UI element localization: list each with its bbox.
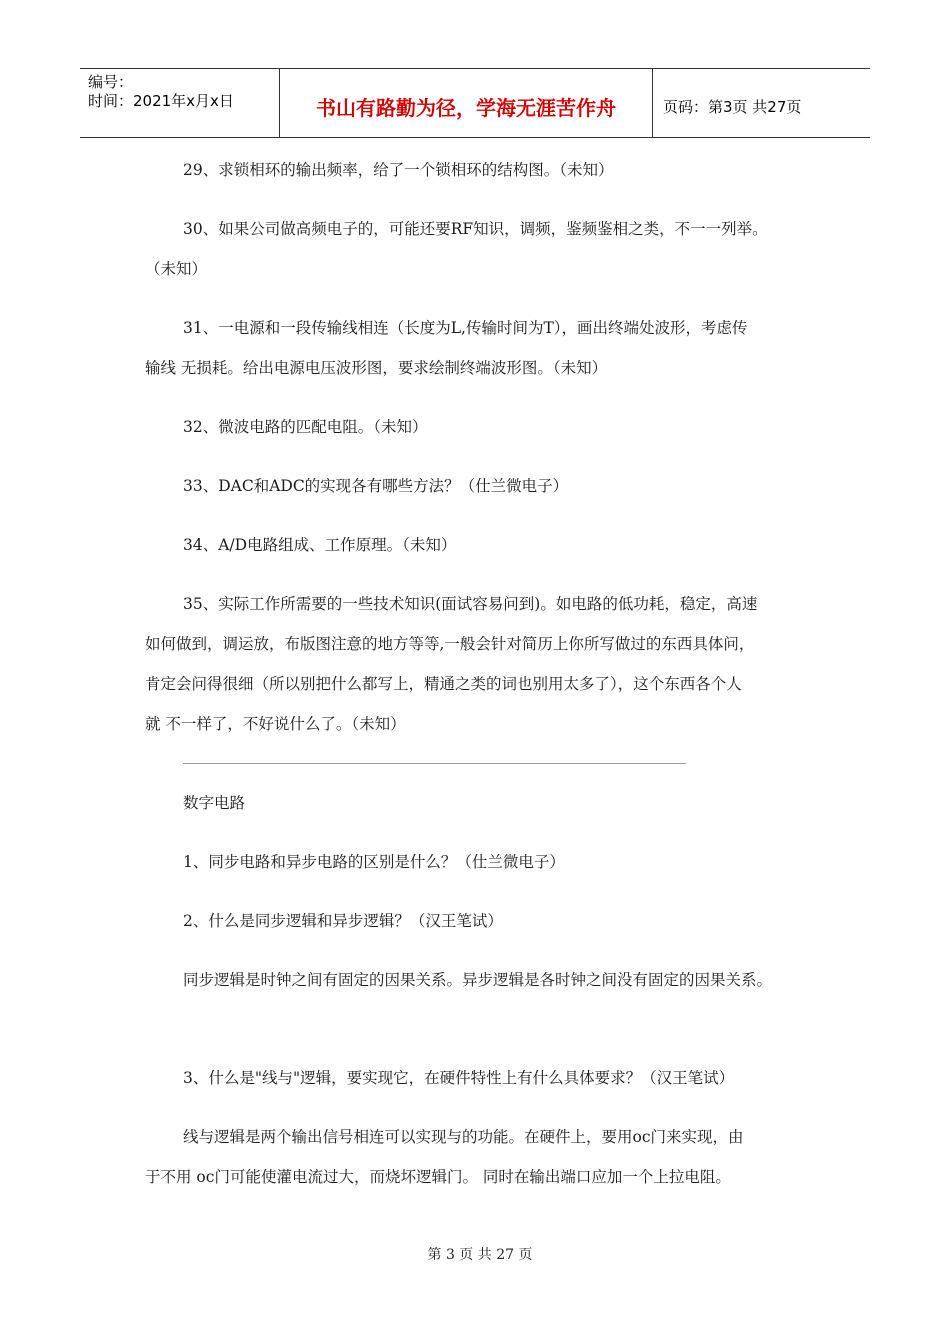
header-motto: 书山有路勤为径，学海无涯苦作舟: [280, 69, 653, 137]
digital-question-3: [145, 1058, 815, 1098]
question-32: [145, 407, 815, 447]
paragraph-line: 线与逻辑是两个输出信号相连可以实现与的功能。在硬件上，要用oc门来实现，由: [183, 1128, 744, 1146]
paragraph-line: 同步逻辑是时钟之间有固定的因果关系。异步逻辑是各时钟之间没有固定的因果关系。: [183, 971, 773, 989]
paragraph-line: 就 不一样了，不好说什么了。（未知）: [145, 715, 406, 733]
document-body: [145, 150, 815, 1216]
paragraph-line: 于不用 oc门可能使灌电流过大，而烧坏逻辑门。 同时在输出端口应加一个上拉电阻。: [145, 1168, 731, 1186]
section-title-text: 数字电路: [183, 794, 246, 812]
header-page-info: 页码：第3页 共27页: [663, 97, 802, 116]
paragraph-line: 33、DAC和ADC的实现各有哪些方法？（仕兰微电子）: [183, 477, 569, 495]
digital-answer-2: [145, 960, 815, 1000]
paragraph-line: 35、实际工作所需要的一些技术知识(面试容易问到)。如电路的低功耗，稳定，高速: [183, 595, 758, 613]
paragraph-line: 31、一电源和一段传输线相连（长度为L,传输时间为T），画出终端处波形，考虑传: [183, 319, 748, 337]
question-29: [145, 150, 815, 190]
question-35: [145, 584, 815, 744]
paragraph-line: 30、如果公司做高频电子的，可能还要RF知识，调频，鉴频鉴相之类，不一一列举。: [183, 220, 768, 238]
paragraph-line: （未知）: [145, 260, 208, 278]
digital-question-2: [145, 901, 815, 941]
paragraph-line: 32、微波电路的匹配电阻。（未知）: [183, 418, 428, 436]
section-divider: [183, 763, 686, 764]
digital-question-1: [145, 842, 815, 882]
section-title: [145, 783, 815, 823]
paragraph-line: 输线 无损耗。给出电源电压波形图，要求绘制终端波形图。（未知）: [145, 359, 608, 377]
page-footer: 第 3 页 共 27 页: [427, 1247, 533, 1263]
paragraph-line: 3、什么是"线与"逻辑，要实现它，在硬件特性上有什么具体要求？（汉王笔试）: [183, 1069, 735, 1087]
question-34: [145, 525, 815, 565]
paragraph-line: 2、什么是同步逻辑和异步逻辑？（汉王笔试）: [183, 912, 503, 930]
paragraph-line: 肯定会问得很细（所以别把什么都写上，精通之类的词也别用太多了），这个东西各个人: [145, 675, 742, 693]
paragraph-line: 29、求锁相环的输出频率，给了一个锁相环的结构图。（未知）: [183, 161, 614, 179]
question-30: [145, 209, 815, 289]
paragraph-line: 如何做到，调运放，布版图注意的地方等等,一般会针对简历上你所写做过的东西具体问，: [145, 635, 755, 653]
time-label: 时间：2021年x月x日: [88, 92, 234, 110]
question-31: [145, 308, 815, 388]
paragraph-line: 1、同步电路和异步电路的区别是什么？（仕兰微电子）: [183, 853, 565, 871]
digital-answer-3: [145, 1117, 815, 1197]
number-label: 编号：: [88, 73, 134, 91]
header-meta: [80, 69, 280, 137]
paragraph-line: 34、A/D电路组成、工作原理。（未知）: [183, 536, 457, 554]
page-header: [80, 68, 870, 138]
question-33: [145, 466, 815, 506]
